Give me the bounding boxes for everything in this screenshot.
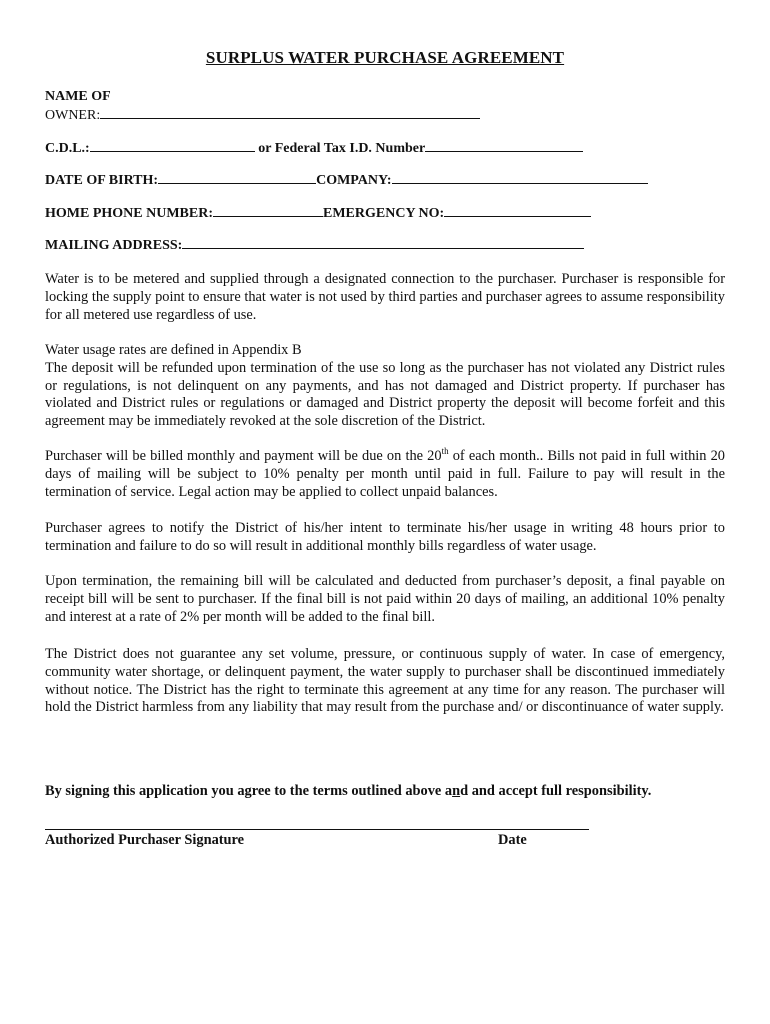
paragraph-text: Water is to be metered and supplied through a designated connection to the purchaser. Purchaser is responsible for locking the supply point to ensure that water is not used by third parties and purchaser agrees to assume responsibility for all metered use regardless of use. xyxy=(45,271,725,323)
paragraph-text: Upon termination, the remaining bill will be calculated and deducted from purchaser’s deposit, a final payable on receipt bill will be sent to purchaser. If the final bill is not paid within 20 days of mailing, an additional 10% penalty and interest at a rate of 2% per month will be added to the final bill. xyxy=(45,573,725,625)
ordinal-suffix: th xyxy=(441,446,449,457)
billing-text-a: Purchaser will be billed monthly and payment will be due on the 20 xyxy=(45,448,442,464)
emergency-label: EMERGENCY NO: xyxy=(323,206,445,221)
paragraph-text xyxy=(45,448,725,501)
paragraph-no-guarantee xyxy=(45,646,725,717)
home-phone-label: HOME PHONE NUMBER: xyxy=(45,206,213,221)
paragraph-text-deposit: The deposit will be refunded upon termination of the use so long as the purchaser has not violated any District rules or regulations, is not delinquent on any payments, and has not damaged and District property. If purchaser has violated and District rules or regulations or damaged and District property the deposit will become forfeit and this agreement may be immediately revoked at the sole discretion of the District. xyxy=(45,359,725,430)
owner-label: OWNER: xyxy=(45,108,101,123)
cdl-field-row xyxy=(45,139,583,157)
signature-label: Authorized Purchaser Signature xyxy=(45,832,245,848)
emergency-blank[interactable] xyxy=(444,204,591,217)
mailing-label: MAILING ADDRESS: xyxy=(45,238,183,253)
paragraph-termination-notice xyxy=(45,520,725,556)
paragraph-metering xyxy=(45,271,725,324)
company-label: COMPANY: xyxy=(316,173,392,188)
paragraph-deposit xyxy=(45,342,725,431)
paragraph-text: The District does not guarantee any set volume, pressure, or continuous supply of water. In case of emergency, community water shortage, or delinquent payment, the water supply to purchaser shall be discontinued immediately without notice. The District has the right to terminate this agreement at any time for any reason. The purchaser will hold the District harmless from any liability that may result from the purchase and/ or discontinuance of water supply. xyxy=(45,646,725,716)
owner-field-row xyxy=(45,106,480,124)
mailing-blank[interactable] xyxy=(182,236,584,249)
paragraph-billing xyxy=(45,448,725,501)
closing-text-b: d and accept full responsibility. xyxy=(460,783,652,799)
phone-field-row xyxy=(45,204,591,222)
date-label: Date xyxy=(498,832,527,848)
federal-tax-label: or Federal Tax I.D. Number xyxy=(258,141,426,156)
billing-text-b: of each month.. Bills not paid in full within 20 days of mailing will be subject to 10% penalty per month until paid in full. Failure to pay will result in the termination of service. Legal action may be applied to collect unpaid balances. xyxy=(45,448,725,500)
company-blank[interactable] xyxy=(392,171,648,184)
paragraph-final-bill xyxy=(45,573,725,626)
page-title: SURPLUS WATER PURCHASE AGREEMENT xyxy=(205,48,565,67)
paragraph-text-rates: Water usage rates are defined in Appendix B xyxy=(45,342,302,358)
paragraph-text: Purchaser agrees to notify the District of his/her intent to terminate his/her usage in writing 48 hours prior to termination and failure to do so will result in additional monthly bills regardless of water usage. xyxy=(45,520,725,554)
closing-text-underlined: n xyxy=(452,783,461,799)
signature-line[interactable] xyxy=(45,829,589,830)
closing-text-a: By signing this application you agree to the terms outlined above a xyxy=(45,783,453,799)
dob-label: DATE OF BIRTH: xyxy=(45,173,159,188)
name-label-line1: NAME OF xyxy=(45,89,111,104)
home-phone-blank[interactable] xyxy=(213,204,323,217)
cdl-label: C.D.L.: xyxy=(45,141,90,156)
cdl-blank[interactable] xyxy=(90,139,255,152)
dob-blank[interactable] xyxy=(158,171,316,184)
mailing-field-row xyxy=(45,236,584,254)
dob-field-row xyxy=(45,171,648,189)
owner-blank[interactable] xyxy=(100,106,480,119)
federal-tax-blank[interactable] xyxy=(425,139,583,152)
closing-statement xyxy=(45,783,651,800)
